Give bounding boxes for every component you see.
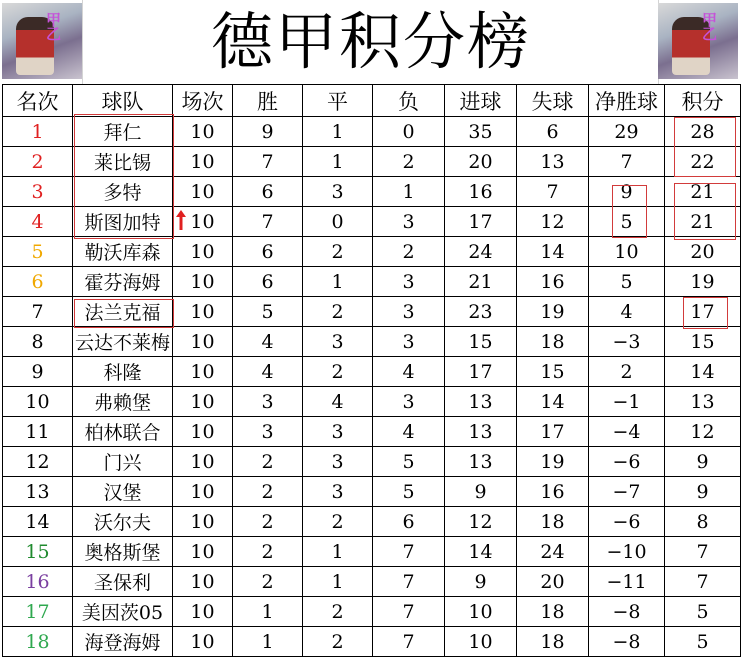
- team-cell: 拜仁: [73, 117, 173, 147]
- table-row: [3, 267, 741, 297]
- played-cell: 10: [173, 507, 233, 537]
- played-cell: 10: [173, 147, 233, 177]
- table-row: [3, 237, 741, 267]
- team-cell: 多特: [73, 177, 173, 207]
- drawn-cell: 0: [303, 207, 373, 237]
- lost-cell: 4: [373, 417, 445, 447]
- goals-for-cell: 9: [445, 567, 517, 597]
- lost-cell: 5: [373, 447, 445, 477]
- drawn-cell: 3: [303, 327, 373, 357]
- goal-difference-cell: 2: [589, 357, 665, 387]
- lost-cell: 2: [373, 147, 445, 177]
- won-cell: 5: [233, 297, 303, 327]
- header-goals-against: 失球: [517, 85, 589, 117]
- lost-cell: 3: [373, 327, 445, 357]
- rank-cell: 15: [3, 537, 73, 567]
- played-cell: 10: [173, 597, 233, 627]
- rank-cell: 2: [3, 147, 73, 177]
- goals-against-cell: 19: [517, 297, 589, 327]
- points-cell: 13: [665, 387, 741, 417]
- points-cell: 21: [665, 207, 741, 237]
- drawn-cell: 1: [303, 567, 373, 597]
- goals-for-cell: 10: [445, 597, 517, 627]
- table-row: [3, 387, 741, 417]
- won-cell: 6: [233, 237, 303, 267]
- goal-difference-cell: 5: [589, 267, 665, 297]
- goal-difference-cell: −4: [589, 417, 665, 447]
- points-cell: 9: [665, 447, 741, 477]
- won-cell: 9: [233, 117, 303, 147]
- rank-cell: 17: [3, 597, 73, 627]
- goal-difference-cell: −10: [589, 537, 665, 567]
- drawn-cell: 2: [303, 297, 373, 327]
- lost-cell: 3: [373, 387, 445, 417]
- goals-against-cell: 18: [517, 597, 589, 627]
- rank-cell: 8: [3, 327, 73, 357]
- played-cell: 10: [173, 327, 233, 357]
- won-cell: 7: [233, 147, 303, 177]
- points-cell: 17: [665, 297, 741, 327]
- won-cell: 6: [233, 267, 303, 297]
- points-cell: 21: [665, 177, 741, 207]
- team-cell: 莱比锡: [73, 147, 173, 177]
- played-cell: 10: [173, 177, 233, 207]
- team-cell: 斯图加特: [73, 207, 173, 237]
- goals-against-cell: 19: [517, 447, 589, 477]
- goal-difference-cell: −8: [589, 597, 665, 627]
- played-cell: 10: [173, 267, 233, 297]
- points-cell: 14: [665, 357, 741, 387]
- arrow-up-icon: [175, 209, 187, 231]
- logo-caption-left: 甲乙: [46, 11, 62, 43]
- goal-difference-cell: 5: [589, 207, 665, 237]
- goals-against-cell: 15: [517, 357, 589, 387]
- lost-cell: 0: [373, 117, 445, 147]
- lost-cell: 2: [373, 237, 445, 267]
- team-cell: 海登海姆: [73, 627, 173, 657]
- team-cell: 勒沃库森: [73, 237, 173, 267]
- drawn-cell: 1: [303, 147, 373, 177]
- goals-against-cell: 20: [517, 567, 589, 597]
- points-cell: 20: [665, 237, 741, 267]
- lost-cell: 7: [373, 537, 445, 567]
- team-cell: 汉堡: [73, 477, 173, 507]
- drawn-cell: 2: [303, 627, 373, 657]
- lost-cell: 7: [373, 567, 445, 597]
- rank-cell: 9: [3, 357, 73, 387]
- table-row: [3, 177, 741, 207]
- goals-for-cell: 24: [445, 237, 517, 267]
- goal-difference-cell: −3: [589, 327, 665, 357]
- won-cell: 1: [233, 627, 303, 657]
- team-cell: 柏林联合: [73, 417, 173, 447]
- goal-difference-cell: 29: [589, 117, 665, 147]
- played-cell: 10: [173, 627, 233, 657]
- rank-cell: 13: [3, 477, 73, 507]
- rank-cell: 14: [3, 507, 73, 537]
- team-cell: 云达不莱梅: [73, 327, 173, 357]
- drawn-cell: 3: [303, 477, 373, 507]
- table-row: [3, 627, 741, 657]
- won-cell: 1: [233, 597, 303, 627]
- goals-for-cell: 20: [445, 147, 517, 177]
- rank-cell: 12: [3, 447, 73, 477]
- won-cell: 4: [233, 327, 303, 357]
- header-team: 球队: [73, 85, 173, 117]
- points-cell: 12: [665, 417, 741, 447]
- goal-difference-cell: −7: [589, 477, 665, 507]
- drawn-cell: 2: [303, 597, 373, 627]
- lost-cell: 4: [373, 357, 445, 387]
- lost-cell: 6: [373, 507, 445, 537]
- team-cell: 沃尔夫: [73, 507, 173, 537]
- rank-cell: 1: [3, 117, 73, 147]
- drawn-cell: 3: [303, 447, 373, 477]
- rank-cell: 3: [3, 177, 73, 207]
- goals-for-cell: 13: [445, 417, 517, 447]
- standings-body: [3, 117, 741, 657]
- goal-difference-cell: −8: [589, 627, 665, 657]
- team-cell: 弗赖堡: [73, 387, 173, 417]
- points-cell: 15: [665, 327, 741, 357]
- goals-for-cell: 9: [445, 477, 517, 507]
- won-cell: 2: [233, 507, 303, 537]
- drawn-cell: 3: [303, 417, 373, 447]
- rank-cell: 6: [3, 267, 73, 297]
- goals-for-cell: 14: [445, 537, 517, 567]
- goal-difference-cell: −1: [589, 387, 665, 417]
- goals-against-cell: 13: [517, 147, 589, 177]
- team-cell: 美因茨05: [73, 597, 173, 627]
- played-cell: 10: [173, 297, 233, 327]
- points-cell: 22: [665, 147, 741, 177]
- lost-cell: 3: [373, 207, 445, 237]
- points-cell: 5: [665, 627, 741, 657]
- goals-against-cell: 17: [517, 417, 589, 447]
- rank-cell: 5: [3, 237, 73, 267]
- goals-against-cell: 16: [517, 267, 589, 297]
- rank-cell: 11: [3, 417, 73, 447]
- lost-cell: 3: [373, 267, 445, 297]
- played-cell: 10: [173, 447, 233, 477]
- drawn-cell: 2: [303, 507, 373, 537]
- drawn-cell: 3: [303, 177, 373, 207]
- drawn-cell: 1: [303, 267, 373, 297]
- points-cell: 8: [665, 507, 741, 537]
- table-row: [3, 447, 741, 477]
- player-logo-right: [658, 3, 738, 79]
- table-row: [3, 507, 741, 537]
- goals-for-cell: 17: [445, 207, 517, 237]
- lost-cell: 7: [373, 597, 445, 627]
- played-cell: 10: [173, 417, 233, 447]
- goal-difference-cell: −6: [589, 507, 665, 537]
- goals-against-cell: 12: [517, 207, 589, 237]
- drawn-cell: 1: [303, 537, 373, 567]
- points-cell: 7: [665, 567, 741, 597]
- played-cell: 10: [173, 477, 233, 507]
- played-cell: 10: [173, 237, 233, 267]
- won-cell: 3: [233, 417, 303, 447]
- won-cell: 2: [233, 537, 303, 567]
- goals-against-cell: 18: [517, 627, 589, 657]
- header-lost: 负: [373, 85, 445, 117]
- played-cell: 10: [173, 537, 233, 567]
- lost-cell: 1: [373, 177, 445, 207]
- goal-difference-cell: −6: [589, 447, 665, 477]
- header-points: 积分: [665, 85, 741, 117]
- rank-cell: 10: [3, 387, 73, 417]
- player-logo-left: [2, 3, 82, 79]
- team-cell: 法兰克福: [73, 297, 173, 327]
- goals-for-cell: 35: [445, 117, 517, 147]
- header-won: 胜: [233, 85, 303, 117]
- header-row: [3, 85, 741, 117]
- standings-table: [2, 84, 741, 657]
- table-row: [3, 147, 741, 177]
- lost-cell: 7: [373, 627, 445, 657]
- goals-for-cell: 15: [445, 327, 517, 357]
- won-cell: 2: [233, 447, 303, 477]
- played-cell: 10: [173, 567, 233, 597]
- goals-for-cell: 16: [445, 177, 517, 207]
- goals-against-cell: 14: [517, 387, 589, 417]
- played-cell: 10: [173, 387, 233, 417]
- table-row: [3, 327, 741, 357]
- drawn-cell: 1: [303, 117, 373, 147]
- goals-for-cell: 13: [445, 387, 517, 417]
- team-cell: 门兴: [73, 447, 173, 477]
- table-row: [3, 297, 741, 327]
- goals-for-cell: 23: [445, 297, 517, 327]
- team-cell: 圣保利: [73, 567, 173, 597]
- goals-for-cell: 10: [445, 627, 517, 657]
- points-cell: 7: [665, 537, 741, 567]
- won-cell: 7: [233, 207, 303, 237]
- points-cell: 19: [665, 267, 741, 297]
- header-goals-for: 进球: [445, 85, 517, 117]
- points-cell: 5: [665, 597, 741, 627]
- page-title: 德甲积分榜: [210, 5, 531, 78]
- title-band: [0, 0, 742, 84]
- goals-for-cell: 21: [445, 267, 517, 297]
- played-cell: 10: [173, 207, 233, 237]
- header-goal-difference: 净胜球: [589, 85, 665, 117]
- header-played: 场次: [173, 85, 233, 117]
- won-cell: 4: [233, 357, 303, 387]
- played-cell: 10: [173, 357, 233, 387]
- goals-against-cell: 7: [517, 177, 589, 207]
- table-row: [3, 117, 741, 147]
- goal-difference-cell: 9: [589, 177, 665, 207]
- team-cell: 科隆: [73, 357, 173, 387]
- goals-for-cell: 13: [445, 447, 517, 477]
- goal-difference-cell: 4: [589, 297, 665, 327]
- lost-cell: 5: [373, 477, 445, 507]
- table-row: [3, 537, 741, 567]
- table-row: [3, 477, 741, 507]
- table-row: [3, 207, 741, 237]
- goals-against-cell: 18: [517, 327, 589, 357]
- drawn-cell: 4: [303, 387, 373, 417]
- header-drawn: 平: [303, 85, 373, 117]
- team-cell: 奥格斯堡: [73, 537, 173, 567]
- goals-for-cell: 17: [445, 357, 517, 387]
- goals-against-cell: 16: [517, 477, 589, 507]
- rank-cell: 7: [3, 297, 73, 327]
- goals-against-cell: 14: [517, 237, 589, 267]
- goals-for-cell: 12: [445, 507, 517, 537]
- goals-against-cell: 18: [517, 507, 589, 537]
- goals-against-cell: 6: [517, 117, 589, 147]
- drawn-cell: 2: [303, 357, 373, 387]
- won-cell: 3: [233, 387, 303, 417]
- team-cell: 霍芬海姆: [73, 267, 173, 297]
- table-row: [3, 357, 741, 387]
- table-row: [3, 567, 741, 597]
- won-cell: 2: [233, 567, 303, 597]
- goal-difference-cell: −11: [589, 567, 665, 597]
- header-rank: 名次: [3, 85, 73, 117]
- points-cell: 9: [665, 477, 741, 507]
- drawn-cell: 2: [303, 237, 373, 267]
- logo-caption-right: 甲乙: [702, 11, 718, 43]
- goal-difference-cell: 10: [589, 237, 665, 267]
- goals-against-cell: 24: [517, 537, 589, 567]
- played-cell: 10: [173, 117, 233, 147]
- lost-cell: 3: [373, 297, 445, 327]
- won-cell: 6: [233, 177, 303, 207]
- goal-difference-cell: 7: [589, 147, 665, 177]
- table-row: [3, 597, 741, 627]
- rank-cell: 16: [3, 567, 73, 597]
- table-row: [3, 417, 741, 447]
- points-cell: 28: [665, 117, 741, 147]
- rank-cell: 18: [3, 627, 73, 657]
- won-cell: 2: [233, 477, 303, 507]
- rank-cell: 4: [3, 207, 73, 237]
- title-divider: [82, 0, 83, 84]
